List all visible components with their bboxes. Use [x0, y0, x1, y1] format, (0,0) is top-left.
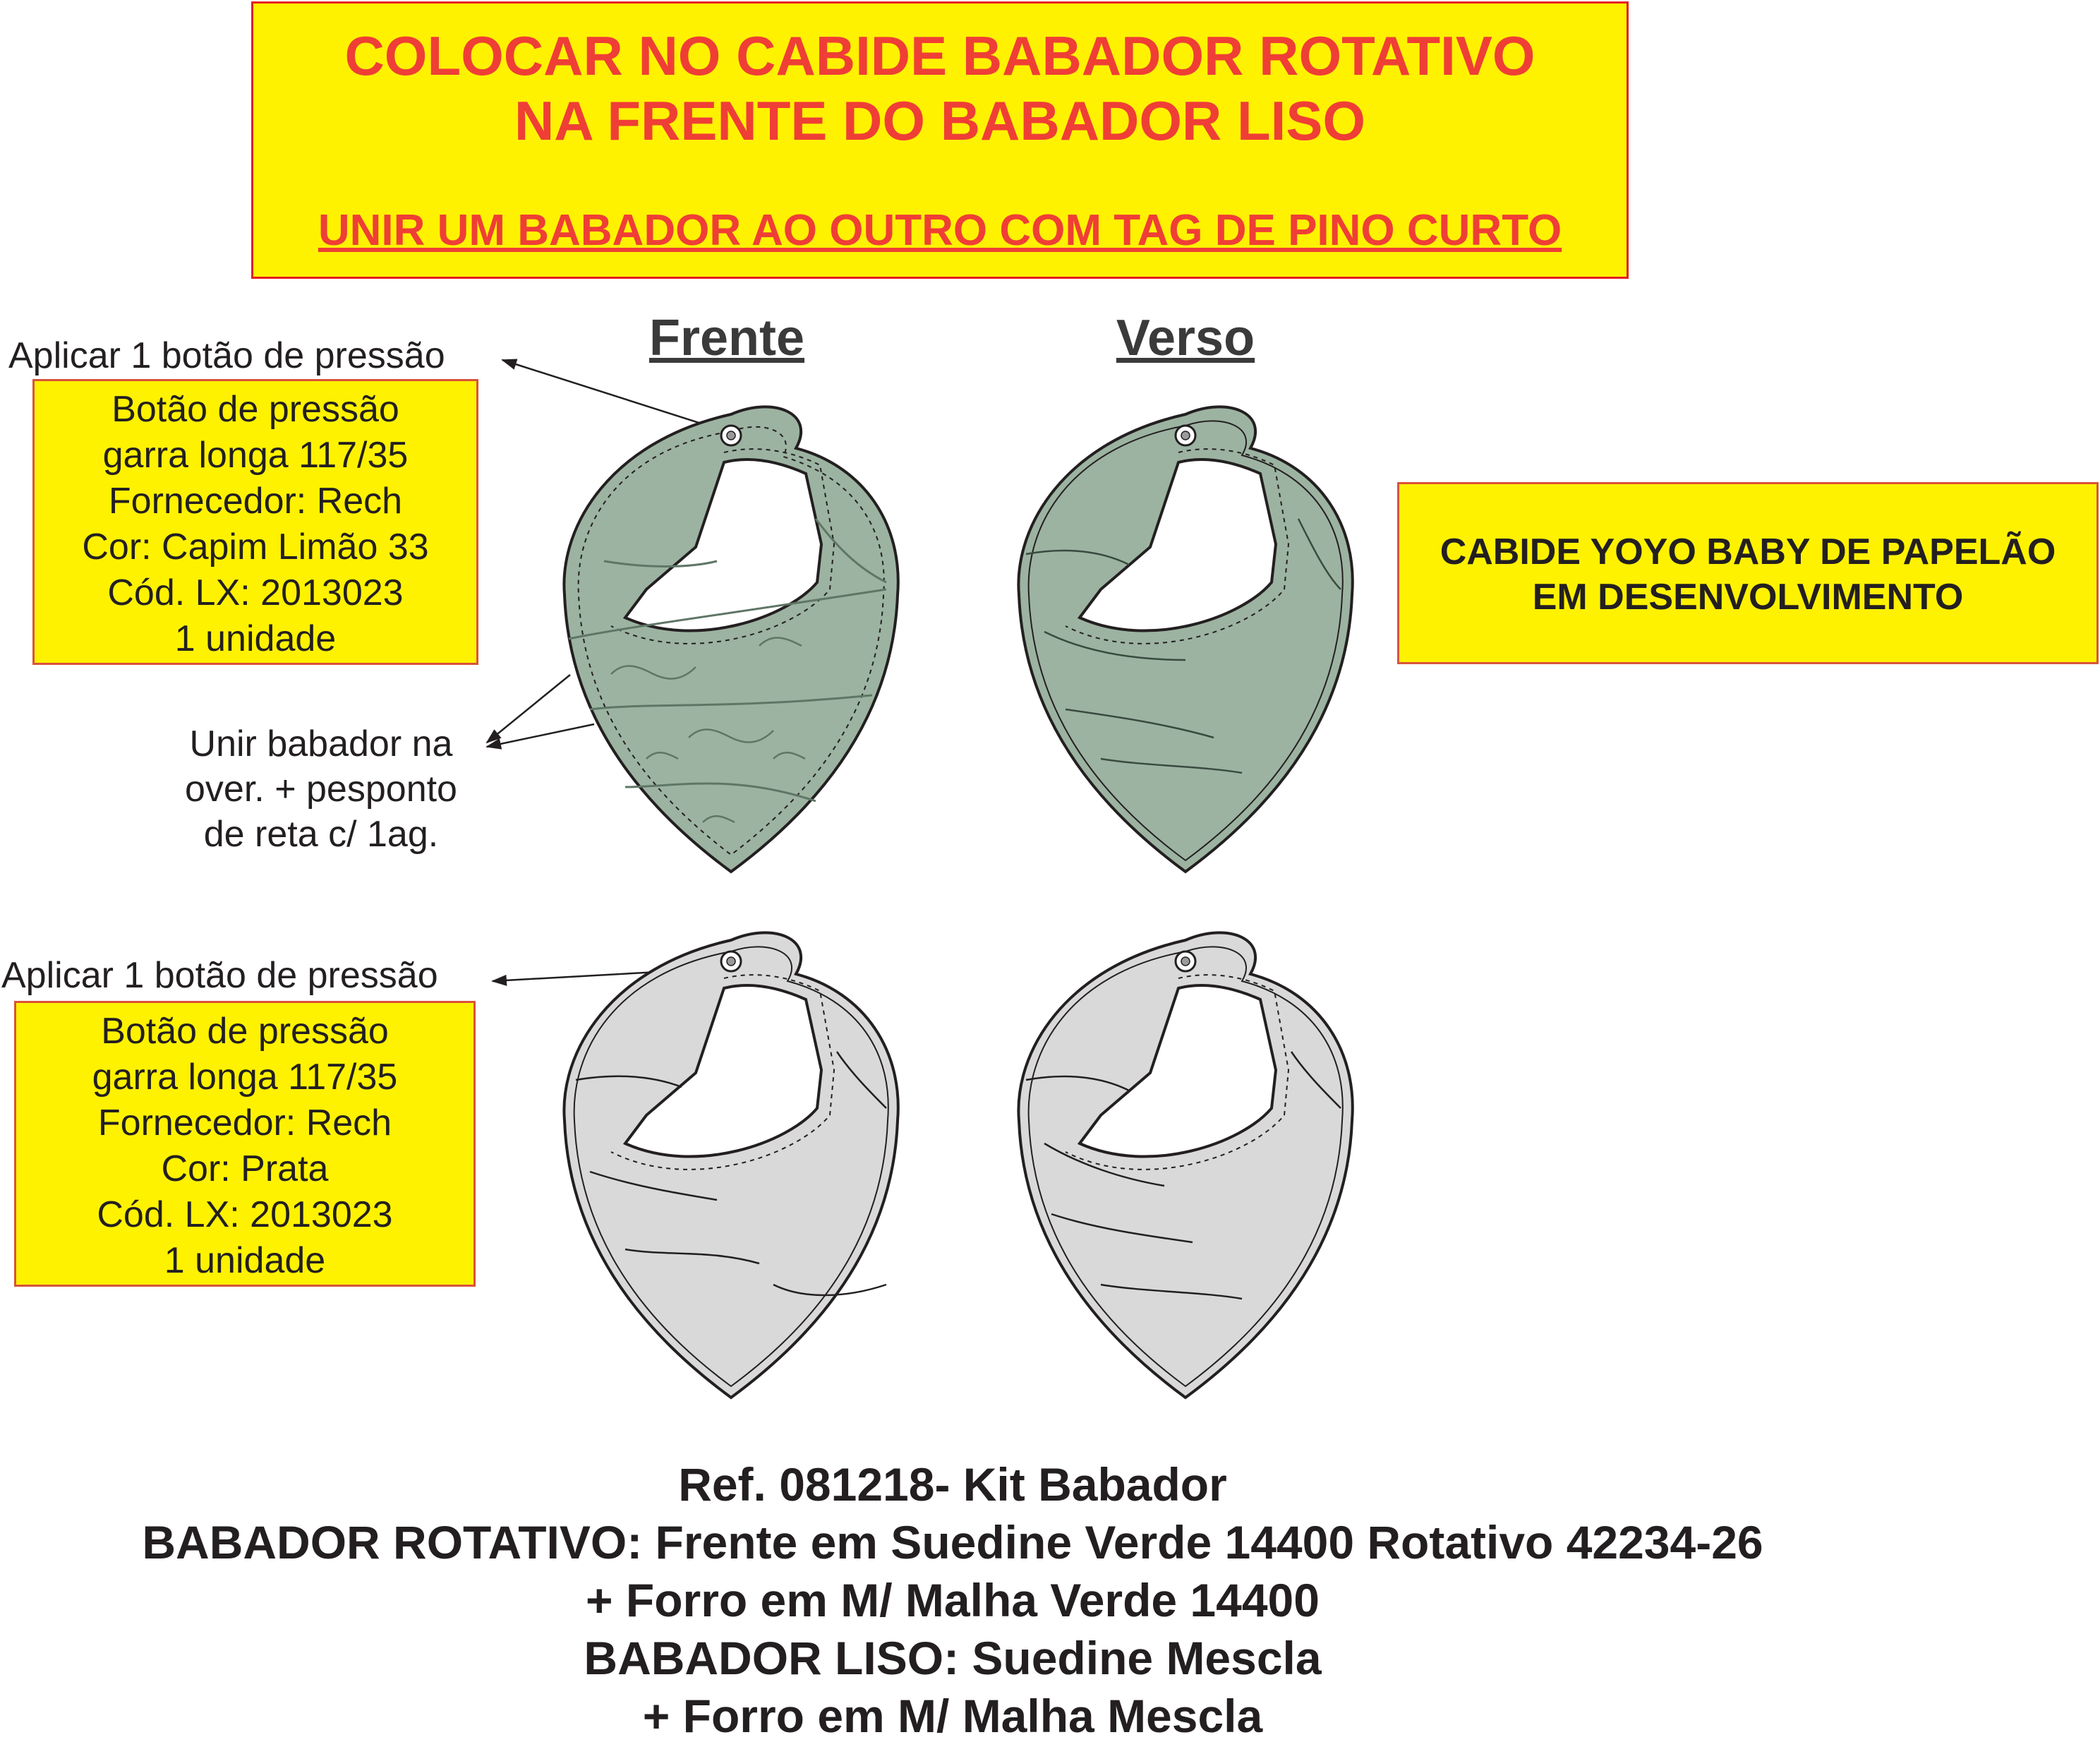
back-label: Verso — [1116, 310, 1255, 366]
spec-line: garra longa 117/35 — [92, 1057, 398, 1098]
footer-line-4: BABADOR LISO: Suedine Mescla — [584, 1632, 1322, 1684]
spec-line: Cor: Prata — [161, 1148, 329, 1189]
spec-line: Fornecedor: Rech — [108, 481, 403, 522]
annotation-top: Aplicar 1 botão de pressão — [8, 335, 445, 376]
banner-line-3: UNIR UM BABADOR AO OUTRO COM TAG DE PINO CURTO — [318, 206, 1562, 255]
annotation-bottom: Aplicar 1 botão de pressão — [1, 955, 438, 996]
spec-line: Cód. LX: 2013023 — [107, 572, 404, 613]
spec-line: garra longa 117/35 — [102, 435, 409, 476]
bib-top-front — [564, 407, 898, 872]
seam-note-line: de reta c/ 1ag. — [203, 814, 439, 855]
footer-line-5: + Forro em M/ Malha Mescla — [642, 1690, 1263, 1742]
banner-line-1: COLOCAR NO CABIDE BABADOR ROTATIVO — [344, 25, 1535, 87]
spec-line: Botão de pressão — [111, 389, 399, 430]
hanger-note-line-1: CABIDE YOYO BABY DE PAPELÃO — [1440, 531, 2056, 572]
bib-top-back — [1018, 407, 1352, 872]
spec-line: 1 unidade — [174, 618, 337, 659]
hanger-note-line-2: EM DESENVOLVIMENTO — [1532, 577, 1964, 618]
footer-line-3: + Forro em M/ Malha Verde 14400 — [586, 1574, 1320, 1626]
footer-line-2: BABADOR ROTATIVO: Frente em Suedine Verde 14400 Rotativo 42234-26 — [142, 1516, 1763, 1568]
annotation-top-arrow — [502, 360, 721, 430]
footer-ref: Ref. 081218- Kit Babador — [678, 1458, 1227, 1510]
spec-line: Botão de pressão — [101, 1011, 389, 1052]
bib-bottom-front — [564, 932, 898, 1398]
bib-bottom-back — [1018, 932, 1352, 1398]
spec-line: Cód. LX: 2013023 — [97, 1194, 393, 1235]
seam-note-line: over. + pesponto — [185, 769, 457, 810]
spec-line: Fornecedor: Rech — [97, 1103, 392, 1143]
seam-note-line: Unir babador na — [189, 723, 453, 764]
banner-line-2: NA FRENTE DO BABADOR LISO — [514, 90, 1366, 152]
spec-line: 1 unidade — [164, 1240, 326, 1281]
spec-line: Cor: Capim Limão 33 — [82, 527, 429, 567]
front-label: Frente — [648, 310, 805, 366]
seam-arrow-2 — [487, 724, 594, 747]
